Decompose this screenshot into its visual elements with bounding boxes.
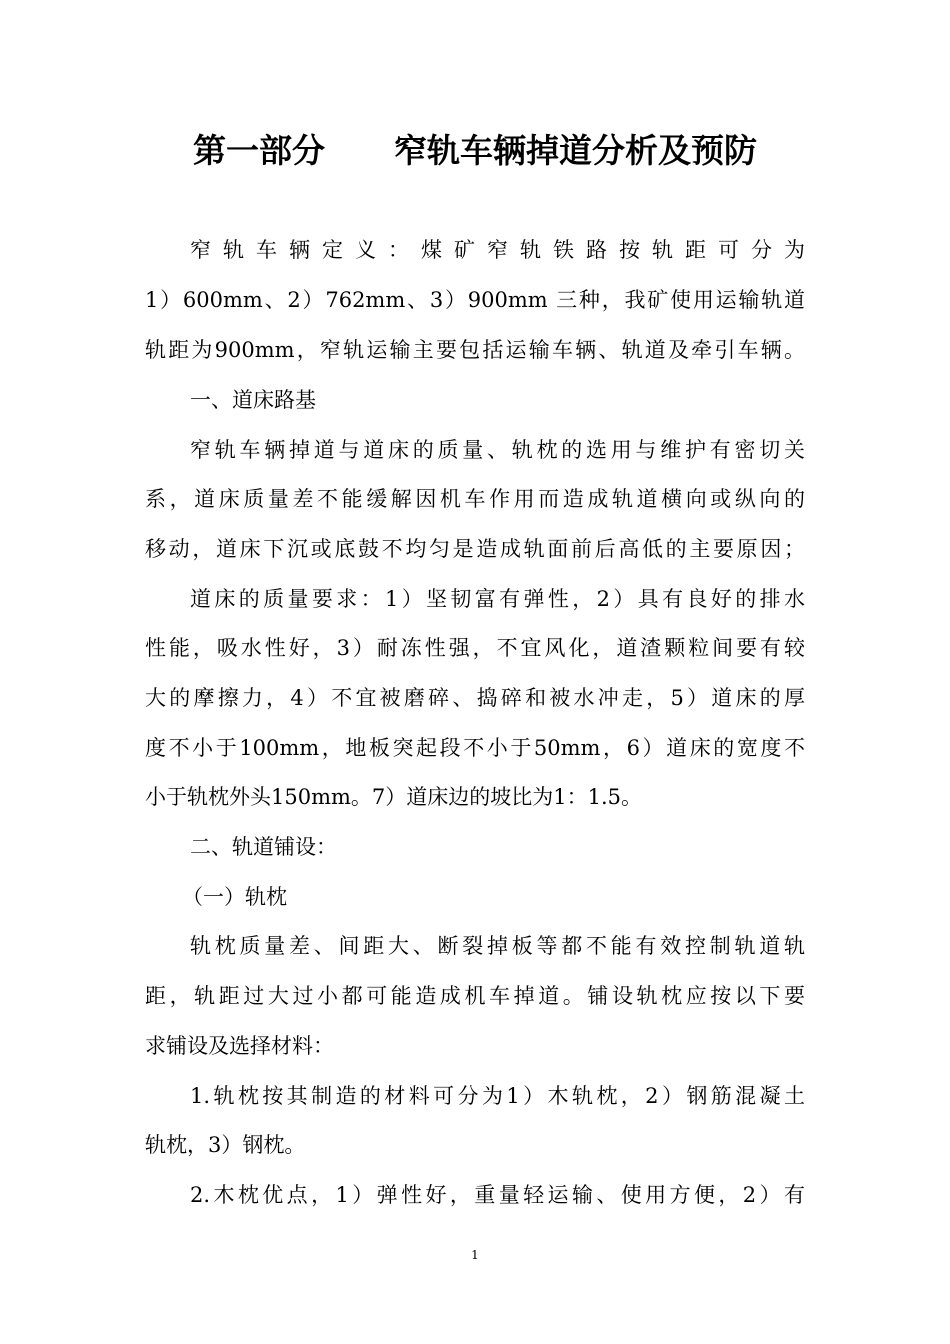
section-heading: 一、道床路基: [190, 388, 316, 412]
paragraph-line: 2.木枕优点，1）弹性好，重量轻运输、使用方便，2）有: [190, 1183, 805, 1207]
paragraph-line: 大的摩擦力，4）不宜被磨碎、捣碎和被水冲走，5）道床的厚: [145, 686, 805, 710]
paragraph-line: 求铺设及选择材料：: [145, 1034, 334, 1058]
paragraph-line: 窄轨车辆掉道与道床的质量、轨枕的选用与维护有密切关: [190, 438, 805, 462]
paragraph-line: 小于轨枕外头150mm。7）道床边的坡比为1：1.5。: [145, 785, 643, 809]
paragraph-line: 轨枕，3）钢枕。: [145, 1133, 306, 1157]
paragraph-line: 度不小于100mm，地板突起段不小于50mm，6）道床的宽度不: [145, 736, 805, 760]
subsection-heading: （一）轨枕: [182, 885, 287, 909]
paragraph-line: 移动，道床下沉或底鼓不均匀是造成轨面前后高低的主要原因；: [145, 537, 805, 561]
page-title: 第一部分 窄轨车辆掉道分析及预防: [193, 131, 757, 170]
page-number: 1: [471, 1248, 479, 1262]
paragraph-line: 轨距为900mm，窄轨运输主要包括运输车辆、轨道及牵引车辆。: [145, 338, 805, 362]
paragraph-line: 轨枕质量差、间距大、断裂掉板等都不能有效控制轨道轨: [190, 934, 805, 958]
paragraph-line: 1）600mm、2）762mm、3）900mm 三种，我矿使用运输轨道: [145, 288, 805, 312]
paragraph-line: 距，轨距过大过小都可能造成机车掉道。铺设轨枕应按以下要: [145, 984, 805, 1008]
paragraph-line: 系，道床质量差不能缓解因机车作用而造成轨道横向或纵向的: [145, 487, 805, 511]
paragraph-line: 道床的质量要求：1）坚韧富有弹性，2）具有良好的排水: [190, 587, 805, 611]
paragraph-line: 性能，吸水性好，3）耐冻性强，不宜风化，道渣颗粒间要有较: [145, 636, 805, 660]
section-heading: 二、轨道铺设：: [190, 835, 337, 859]
paragraph-line: 窄轨车辆定义：煤矿窄轨铁路按轨距可分为: [190, 238, 805, 262]
paragraph-line: 1.轨枕按其制造的材料可分为1）木轨枕，2）钢筋混凝土: [190, 1084, 805, 1108]
